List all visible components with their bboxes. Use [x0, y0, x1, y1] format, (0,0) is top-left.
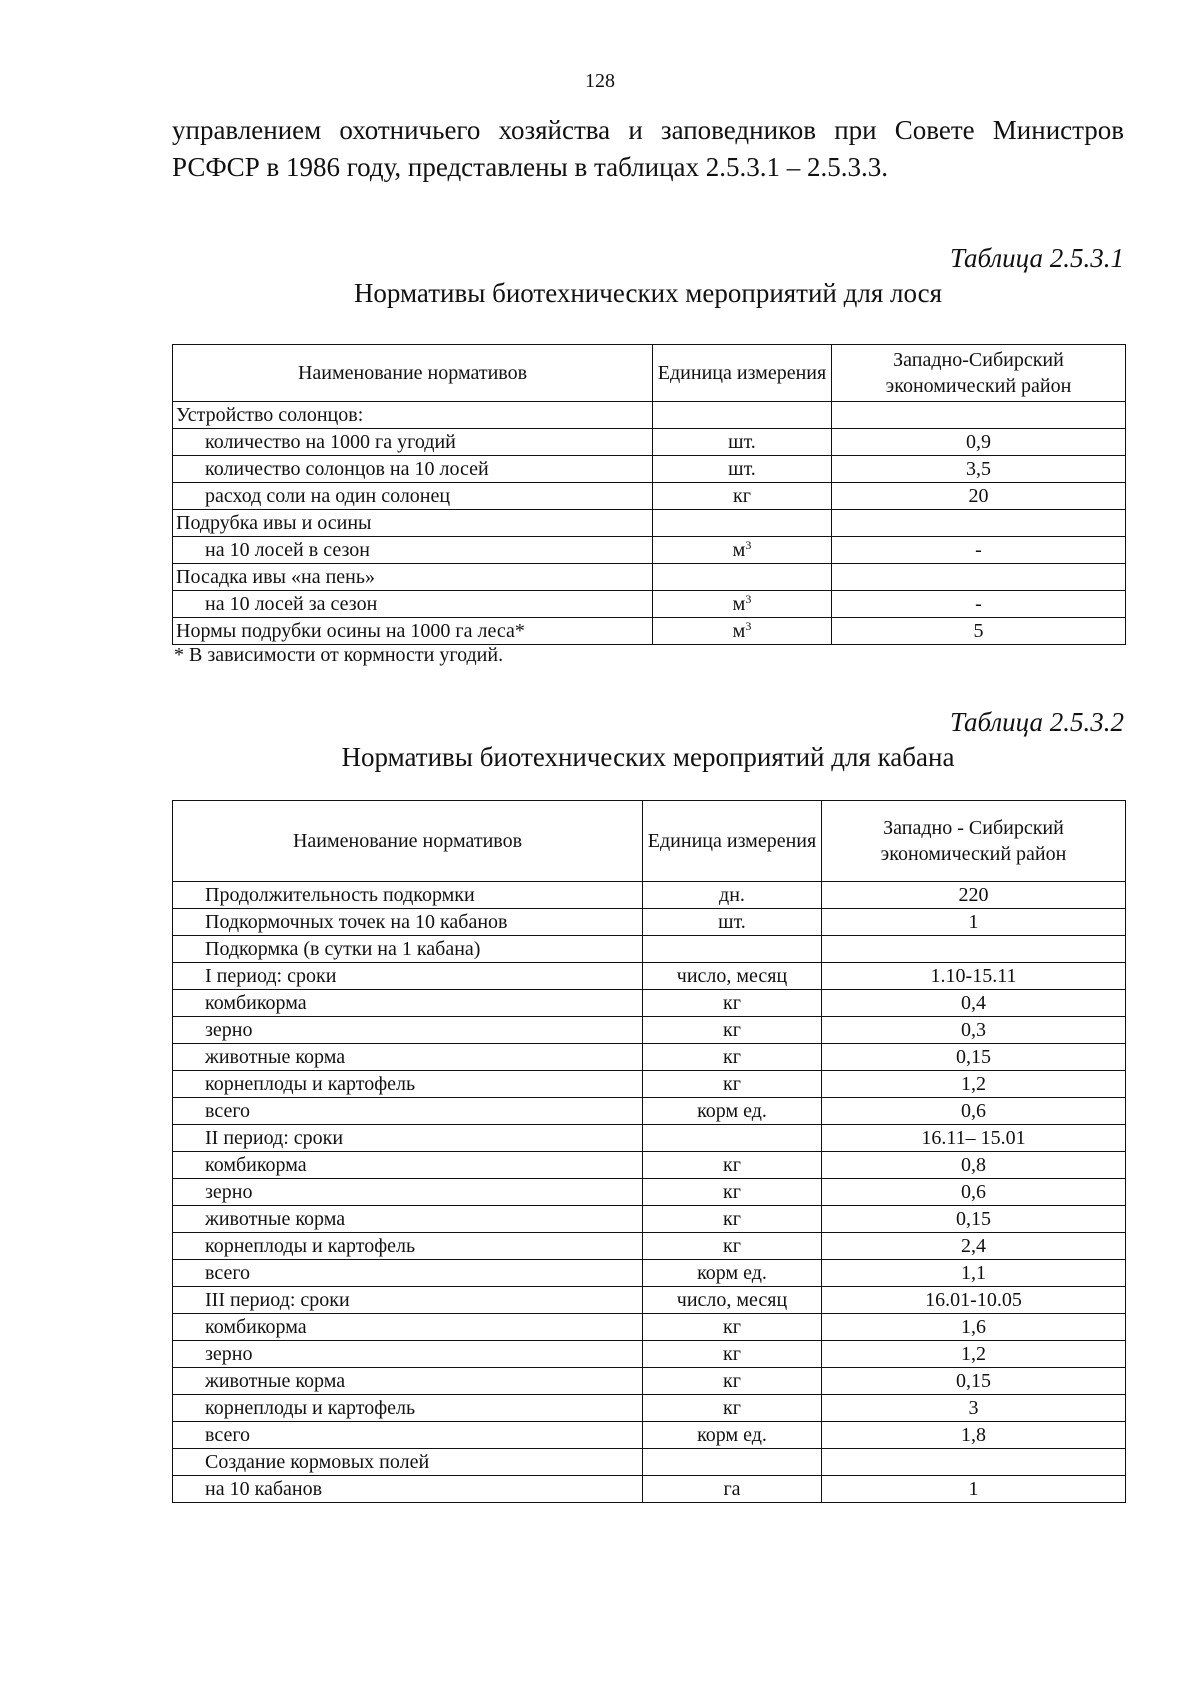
table1 — [172, 344, 1126, 645]
table-row — [173, 882, 1126, 909]
row-name: Создание кормовых полей — [173, 1449, 643, 1476]
table-row — [173, 1125, 1126, 1152]
table-row — [173, 1368, 1126, 1395]
row-value: 1.10-15.11 — [822, 963, 1126, 990]
row-value: 20 — [832, 483, 1126, 510]
table-row — [173, 1395, 1126, 1422]
row-unit — [653, 564, 832, 591]
table-row — [173, 1260, 1126, 1287]
row-value: 0,15 — [822, 1206, 1126, 1233]
row-unit-text: кг — [723, 1370, 741, 1392]
table-row — [173, 1341, 1126, 1368]
table1-header-unit: Единица измерения — [653, 345, 832, 402]
table-row — [173, 510, 1126, 537]
table-row — [173, 909, 1126, 936]
intro-paragraph: управлением охотничьего хозяйства и заповедников при Совете Министров РСФСР в 1986 году, представлены в таблицах 2.5.3.1 – 2.5.3.3. — [172, 115, 1124, 182]
row-value: 0,15 — [822, 1044, 1126, 1071]
table2-header-name: Наименование нормативов — [173, 801, 643, 882]
row-value: 2,4 — [822, 1233, 1126, 1260]
row-value: 0,15 — [822, 1368, 1126, 1395]
row-unit — [643, 1314, 822, 1341]
row-unit — [653, 456, 832, 483]
row-unit-text: кг — [723, 1181, 741, 1203]
row-unit-text: кг — [723, 1316, 741, 1338]
row-name: животные корма — [173, 1044, 643, 1071]
page-number: 128 — [585, 70, 615, 92]
table-row — [173, 936, 1126, 963]
row-unit — [643, 1233, 822, 1260]
row-name: Устройство солонцов: — [173, 402, 653, 429]
row-name: зерно — [173, 1017, 643, 1044]
table2-header-region: Западно - Сибирский экономический район — [822, 801, 1126, 882]
table2-header-unit: Единица измерения — [643, 801, 822, 882]
row-value — [822, 936, 1126, 963]
table-row — [173, 402, 1126, 429]
table1-label: Таблица 2.5.3.1 — [949, 243, 1124, 273]
row-value: 16.01-10.05 — [822, 1287, 1126, 1314]
row-name: I период: сроки — [173, 963, 643, 990]
row-unit — [653, 483, 832, 510]
row-name: Посадка ивы «на пень» — [173, 564, 653, 591]
row-unit — [643, 936, 822, 963]
row-name: Подкормка (в сутки на 1 кабана) — [173, 936, 643, 963]
table-row — [173, 618, 1126, 645]
row-name: зерно — [173, 1341, 643, 1368]
row-value: 5 — [832, 618, 1126, 645]
table2 — [172, 800, 1126, 1503]
row-unit — [643, 1422, 822, 1449]
table-row — [173, 1152, 1126, 1179]
row-name: Подкормочных точек на 10 кабанов — [173, 909, 643, 936]
row-name: на 10 кабанов — [173, 1476, 643, 1503]
row-unit — [643, 1098, 822, 1125]
row-unit-text: кг — [723, 1235, 741, 1257]
table-row — [173, 1206, 1126, 1233]
row-name: всего — [173, 1260, 643, 1287]
row-name: животные корма — [173, 1368, 643, 1395]
row-unit — [643, 1179, 822, 1206]
row-unit — [643, 1152, 822, 1179]
row-unit-text: корм ед. — [697, 1262, 767, 1284]
row-name: III период: сроки — [173, 1287, 643, 1314]
row-value: 0,6 — [822, 1098, 1126, 1125]
table-row — [173, 1098, 1126, 1125]
row-name: всего — [173, 1098, 643, 1125]
row-unit-text: кг — [723, 1208, 741, 1230]
row-value: 16.11– 15.01 — [822, 1125, 1126, 1152]
row-name: на 10 лосей в сезон — [173, 537, 653, 564]
table-row — [173, 1422, 1126, 1449]
row-value: - — [832, 591, 1126, 618]
row-name: количество на 1000 га угодий — [173, 429, 653, 456]
table-row — [173, 1044, 1126, 1071]
table-row — [173, 1449, 1126, 1476]
row-value: 3,5 — [832, 456, 1126, 483]
table1-header-name: Наименование нормативов — [173, 345, 653, 402]
row-name: корнеплоды и картофель — [173, 1233, 643, 1260]
row-value: 0,9 — [832, 429, 1126, 456]
row-unit-text: число, месяц — [676, 1289, 788, 1311]
row-value: 1,2 — [822, 1071, 1126, 1098]
row-unit-text: м — [732, 620, 746, 642]
row-unit — [653, 537, 832, 564]
row-unit — [643, 963, 822, 990]
row-unit — [643, 882, 822, 909]
row-name: животные корма — [173, 1206, 643, 1233]
row-value: 0,8 — [822, 1152, 1126, 1179]
row-value: 0,3 — [822, 1017, 1126, 1044]
row-unit-text: корм ед. — [697, 1100, 767, 1122]
row-name: Подрубка ивы и осины — [173, 510, 653, 537]
row-unit — [643, 1260, 822, 1287]
row-unit-text: кг — [723, 1397, 741, 1419]
table2-label: Таблица 2.5.3.2 — [949, 707, 1124, 737]
row-value: 1,1 — [822, 1260, 1126, 1287]
table2-title: Нормативы биотехнических мероприятий для кабана — [341, 742, 955, 772]
row-unit — [643, 1125, 822, 1152]
row-unit-text: дн. — [719, 884, 745, 906]
row-unit — [643, 909, 822, 936]
table-row — [173, 564, 1126, 591]
row-unit-text: кг — [723, 992, 741, 1014]
table-row — [173, 483, 1126, 510]
row-value: 0,4 — [822, 990, 1126, 1017]
row-unit — [643, 1017, 822, 1044]
row-unit-text: кг — [733, 485, 751, 507]
row-unit-superscript: 3 — [745, 592, 752, 606]
table-row — [173, 1287, 1126, 1314]
row-value — [832, 402, 1126, 429]
row-unit-text: шт. — [728, 431, 756, 453]
table-row — [173, 1233, 1126, 1260]
row-value: 1 — [822, 909, 1126, 936]
row-unit — [653, 402, 832, 429]
row-unit-text: корм ед. — [697, 1424, 767, 1446]
row-unit — [653, 510, 832, 537]
row-unit — [653, 429, 832, 456]
row-unit — [643, 1395, 822, 1422]
row-name: Продолжительность подкормки — [173, 882, 643, 909]
row-unit — [643, 1449, 822, 1476]
row-unit — [643, 1341, 822, 1368]
row-unit — [653, 591, 832, 618]
row-name: комбикорма — [173, 1314, 643, 1341]
row-value — [832, 564, 1126, 591]
row-value — [832, 510, 1126, 537]
table-row — [173, 591, 1126, 618]
row-value: 220 — [822, 882, 1126, 909]
row-unit-text: кг — [723, 1343, 741, 1365]
table-row — [173, 1476, 1126, 1503]
table-row — [173, 429, 1126, 456]
row-unit-text: шт. — [728, 458, 756, 480]
row-name: количество солонцов на 10 лосей — [173, 456, 653, 483]
row-unit-text: м — [732, 593, 746, 615]
table-row — [173, 963, 1126, 990]
row-value: 0,6 — [822, 1179, 1126, 1206]
row-unit — [653, 618, 832, 645]
row-unit — [643, 1044, 822, 1071]
row-unit — [643, 990, 822, 1017]
row-name: расход соли на один солонец — [173, 483, 653, 510]
row-name: корнеплоды и картофель — [173, 1395, 643, 1422]
row-name: зерно — [173, 1179, 643, 1206]
row-unit — [643, 1206, 822, 1233]
row-name: Нормы подрубки осины на 1000 га леса* — [173, 618, 653, 645]
row-value: 1,2 — [822, 1341, 1126, 1368]
row-unit-text: кг — [723, 1046, 741, 1068]
row-unit-superscript: 3 — [745, 538, 752, 552]
row-unit-text: м — [732, 539, 746, 561]
table-row — [173, 990, 1126, 1017]
table1-header-region: Западно-Сибирский экономический район — [832, 345, 1126, 402]
row-name: всего — [173, 1422, 643, 1449]
row-value — [822, 1449, 1126, 1476]
row-unit-text: кг — [723, 1073, 741, 1095]
row-value: 1 — [822, 1476, 1126, 1503]
row-unit-text: число, месяц — [676, 965, 788, 987]
table1-footnote: * В зависимости от кормности угодий. — [174, 644, 504, 666]
row-value: 3 — [822, 1395, 1126, 1422]
row-unit-text: кг — [723, 1019, 741, 1041]
row-unit-text: га — [723, 1478, 741, 1500]
table-row — [173, 1314, 1126, 1341]
row-unit — [643, 1368, 822, 1395]
row-value: 1,6 — [822, 1314, 1126, 1341]
table-row — [173, 1071, 1126, 1098]
row-unit-text: шт. — [718, 911, 746, 933]
row-name: II период: сроки — [173, 1125, 643, 1152]
row-name: комбикорма — [173, 1152, 643, 1179]
row-unit-superscript: 3 — [745, 619, 752, 633]
table-row — [173, 1179, 1126, 1206]
row-name: на 10 лосей за сезон — [173, 591, 653, 618]
row-unit — [643, 1287, 822, 1314]
row-unit — [643, 1071, 822, 1098]
row-unit — [643, 1476, 822, 1503]
row-name: корнеплоды и картофель — [173, 1071, 643, 1098]
row-value: - — [832, 537, 1126, 564]
table-row — [173, 537, 1126, 564]
row-value: 1,8 — [822, 1422, 1126, 1449]
table-row — [173, 1017, 1126, 1044]
table1-title: Нормативы биотехнических мероприятий для лося — [353, 278, 943, 308]
row-name: комбикорма — [173, 990, 643, 1017]
row-unit-text: кг — [723, 1154, 741, 1176]
table-row — [173, 456, 1126, 483]
